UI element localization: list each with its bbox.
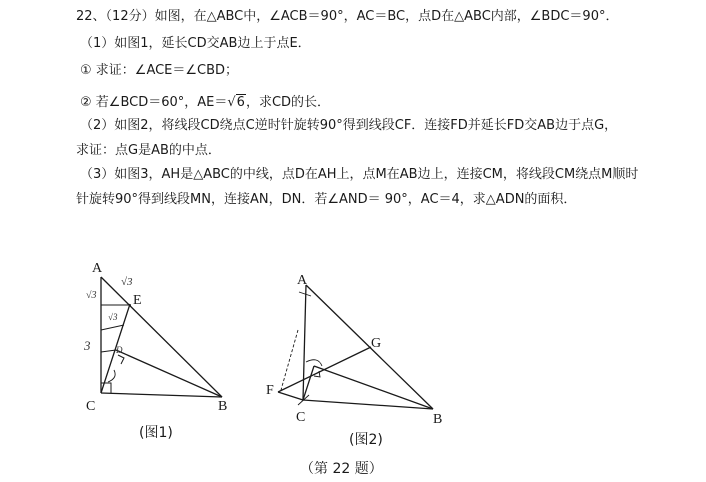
part3-line1: （3）如图3，AH是△ABC的中线，点D在AH上，点M在AB边上，连接CM，将线段CM绕点M顺时: [80, 167, 639, 182]
fig2-side-ac: [303, 285, 306, 400]
fig2-label-c: C: [296, 410, 306, 425]
fig1-side-cb: [101, 393, 222, 397]
part1-question2-pre: ② 若∠BCD＝60°，AE＝: [80, 95, 228, 110]
fig1-annot-mid: √3: [108, 312, 118, 322]
fig1-caption: (图1): [139, 425, 173, 441]
fig1-label-c: C: [86, 399, 96, 414]
fig1-label-e: E: [133, 293, 142, 308]
figure2: [278, 285, 433, 409]
fig1-annot-angle: √3: [121, 276, 133, 288]
part3-line2: 针旋转90°得到线段MN，连接AN，DN．若∠AND＝ 90°，AC＝4，求△ADN的面积．: [76, 192, 577, 207]
part1-text: （1）如图1，延长CD交AB边上于点E．: [80, 36, 311, 51]
fig1-angle-arc: [108, 370, 115, 382]
part1-question1: ① 求证：∠ACE＝∠CBD；: [80, 63, 239, 78]
fig1-label-a: A: [92, 261, 103, 276]
fig2-dashed-aux: [281, 330, 298, 390]
fig1-label-d: D: [116, 345, 123, 355]
part2-line2: 求证：点G是AB的中点．: [76, 143, 221, 158]
fig2-segment-fc: [278, 392, 303, 400]
problem-header: 22、（12分）如图，在△ABC中，∠ACB＝90°，AC＝BC，点D在△ABC内部，∠BDC＝90°．: [76, 9, 619, 24]
fig1-annot-side2: 3: [84, 338, 91, 353]
fig1-helper-line2: [101, 325, 124, 330]
figure1: [101, 277, 222, 397]
fig2-caption: (图2): [349, 432, 383, 448]
sqrt-expression: √6: [227, 95, 245, 110]
sqrt-radicand: 6: [236, 95, 245, 110]
fig2-label-b: B: [433, 412, 443, 427]
fig2-angle-arc: [306, 360, 322, 366]
fig2-label-a: A: [297, 273, 308, 288]
fig1-helper-line3: [101, 350, 116, 352]
figure-number-caption: （第 22 题）: [300, 461, 383, 477]
fig1-right-angle-d: [118, 355, 124, 364]
fig2-label-g: G: [371, 336, 382, 351]
fig1-label-b: B: [218, 399, 228, 414]
fig2-side-ab: [306, 285, 433, 409]
fig2-tick-a: [299, 292, 311, 296]
fig1-annot-side1: √3: [86, 290, 97, 301]
part1-question2-post: ，求CD的长．: [245, 95, 331, 110]
fig2-label-f: F: [266, 383, 274, 398]
part2-line1: （2）如图2，将线段CD绕点C逆时针旋转90°得到线段CF．连接FD并延长FD交AB边于点G，: [80, 118, 618, 133]
fig1-segment-bd: [116, 350, 222, 397]
